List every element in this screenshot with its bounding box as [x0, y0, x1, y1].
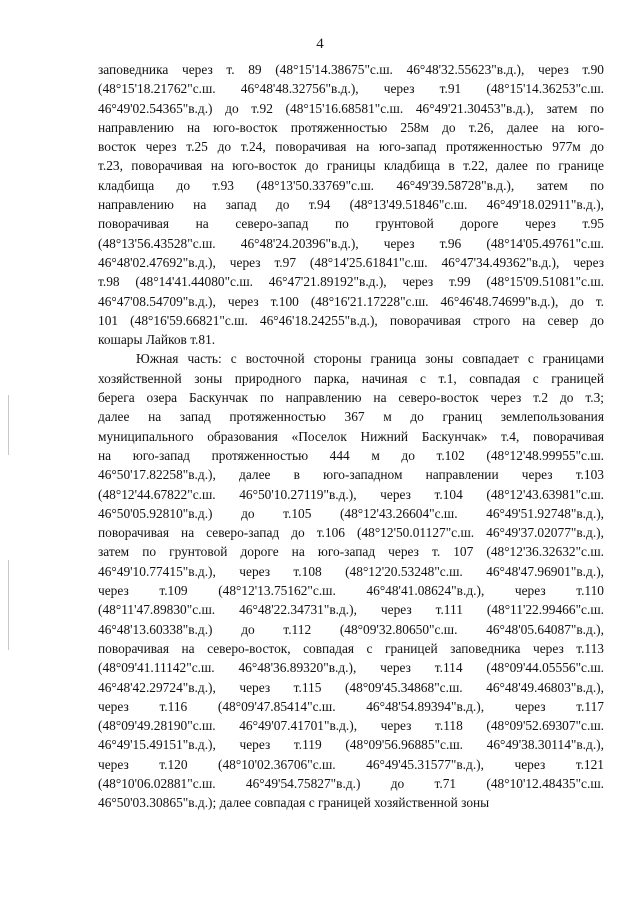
- scan-edge-mark-bottom: [8, 560, 9, 650]
- page-number: 4: [316, 36, 324, 52]
- text-line: берега озера Баскунчак по направлению на северо-восток через т.2 до т.3;: [98, 390, 604, 406]
- text-line: через т.116 (48°09'47.85414"с.ш. 46°48'54.89394"в.д.), через т.117: [98, 698, 604, 714]
- text-line: 46°50'17.82258"в.д.), далее в юго-западном направлении через т.103: [98, 467, 604, 483]
- paragraph-south-part: [98, 349, 604, 812]
- text-line: кошары Лайков т.81.: [98, 332, 216, 348]
- text-line: направлению на юго-восток протяженностью 258м до т.26, далее на юго-: [98, 119, 604, 135]
- text-line: 101 (48°16'59.66821"с.ш. 46°46'18.24255"в.д.), поворачивая строго на север до: [98, 312, 604, 328]
- text-line: поворачивая на северо-восток, совпадая с границей заповедника через т.113: [98, 640, 604, 656]
- text-line: кладбища до т.93 (48°13'50.33769"с.ш. 46°49'39.58728"в.д.), затем по: [98, 177, 604, 193]
- text-line: Южная часть: с восточной стороны граница зоны совпадает с границами: [136, 351, 604, 367]
- text-line: поворачивая на северо-запад до т.106 (48°12'50.01127"с.ш. 46°49'37.02077"в.д.),: [98, 525, 604, 541]
- text-line: 46°48'42.29724"в.д.), через т.115 (48°09'45.34868"с.ш. 46°48'49.46803"в.д.),: [98, 679, 604, 695]
- text-line: затем по грунтовой дороге на юго-запад через т. 107 (48°12'36.32632"с.ш.: [98, 544, 604, 560]
- text-line: (48°10'06.02881"с.ш. 46°49'54.75827"в.д.) до т.71 (48°10'12.48435"с.ш.: [98, 775, 604, 791]
- text-line: 46°50'05.92810"в.д.) до т.105 (48°12'43.26604"с.ш. 46°49'51.92748"в.д.),: [98, 505, 604, 521]
- text-line: (48°09'41.11142"с.ш. 46°48'36.89320"в.д.), через т.114 (48°09'44.05556"с.ш.: [98, 660, 604, 676]
- text-line: далее на запад протяженностью 367 м до границ землепользования: [98, 409, 604, 425]
- text-line: заповедника через т. 89 (48°15'14.38675"с.ш. 46°48'32.55623"в.д.), через т.90: [98, 62, 604, 77]
- text-line: (48°13'56.43528"с.ш. 46°48'24.20396"в.д.), через т.96 (48°14'05.49761"с.ш.: [98, 235, 604, 251]
- text-line: направлению на запад до т.94 (48°13'49.51846"с.ш. 46°49'18.02911"в.д.),: [98, 197, 604, 213]
- text-line: (48°09'49.28190"с.ш. 46°49'07.41701"в.д.), через т.118 (48°09'52.69307"с.ш.: [98, 718, 604, 734]
- text-line: хозяйственной зоны природного парка, начиная с т.1, совпадая с границей: [98, 370, 604, 386]
- text-line: муниципального образования «Поселок Нижний Баскунчак» т.4, поворачивая: [98, 428, 604, 444]
- text-line: 46°47'08.54709"в.д.), через т.100 (48°16'21.17228"с.ш. 46°46'48.74699"в.д.), до т.: [98, 293, 604, 309]
- text-line: 46°48'13.60338"в.д.) до т.112 (48°09'32.80650"с.ш. 46°48'05.64087"в.д.),: [98, 621, 604, 637]
- text-line: т.23, поворачивая на юго-восток до границы кладбища в т.22, далее по границе: [98, 158, 604, 174]
- scan-edge-mark-top: [8, 395, 9, 455]
- text-line: (48°11'47.89830"с.ш. 46°48'22.34731"в.д.), через т.111 (48°11'22.99466"с.ш.: [98, 602, 604, 618]
- text-line: 46°49'15.49151"в.д.), через т.119 (48°09'56.96885"с.ш. 46°49'38.30114"в.д.),: [98, 737, 604, 753]
- text-line: через т.120 (48°10'02.36706"с.ш. 46°49'45.31577"в.д.), через т.121: [98, 756, 604, 772]
- text-line: (48°15'18.21762"с.ш. 46°48'48.32756"в.д.), через т.91 (48°15'14.36253"с.ш.: [98, 81, 604, 97]
- text-line: 46°49'02.54365"в.д.) до т.92 (48°15'16.68581"с.ш. 46°49'21.30453"в.д.), затем по: [98, 100, 604, 116]
- text-line: восток через т.25 до т.24, поворачивая на юго-запад протяженностью 977м до: [98, 139, 604, 155]
- paragraph-north-part: [98, 60, 604, 349]
- document-body: [98, 60, 604, 813]
- text-line: 46°48'02.47692"в.д.), через т.97 (48°14'25.61841"с.ш. 46°47'34.49362"в.д.), через: [98, 254, 604, 270]
- text-line: 46°49'10.77415"в.д.), через т.108 (48°12'20.53248"с.ш. 46°48'47.96901"в.д.),: [98, 563, 604, 579]
- text-line: через т.109 (48°12'13.75162"с.ш. 46°48'41.08624"в.д.), через т.110: [98, 583, 604, 599]
- text-line: (48°12'44.67822"с.ш. 46°50'10.27119"в.д.), через т.104 (48°12'43.63981"с.ш.: [98, 486, 604, 502]
- text-line: на юго-запад протяженностью 444 м до т.102 (48°12'48.99955"с.ш.: [98, 447, 604, 463]
- text-line: т.98 (48°14'41.44080"с.ш. 46°47'21.89192"в.д.), через т.99 (48°15'09.51081"с.ш.: [98, 274, 604, 290]
- text-line: 46°50'03.30865"в.д.); далее совпадая с границей хозяйственной зоны: [98, 795, 490, 811]
- text-line: поворачивая на северо-запад по грунтовой дороге через т.95: [98, 216, 604, 232]
